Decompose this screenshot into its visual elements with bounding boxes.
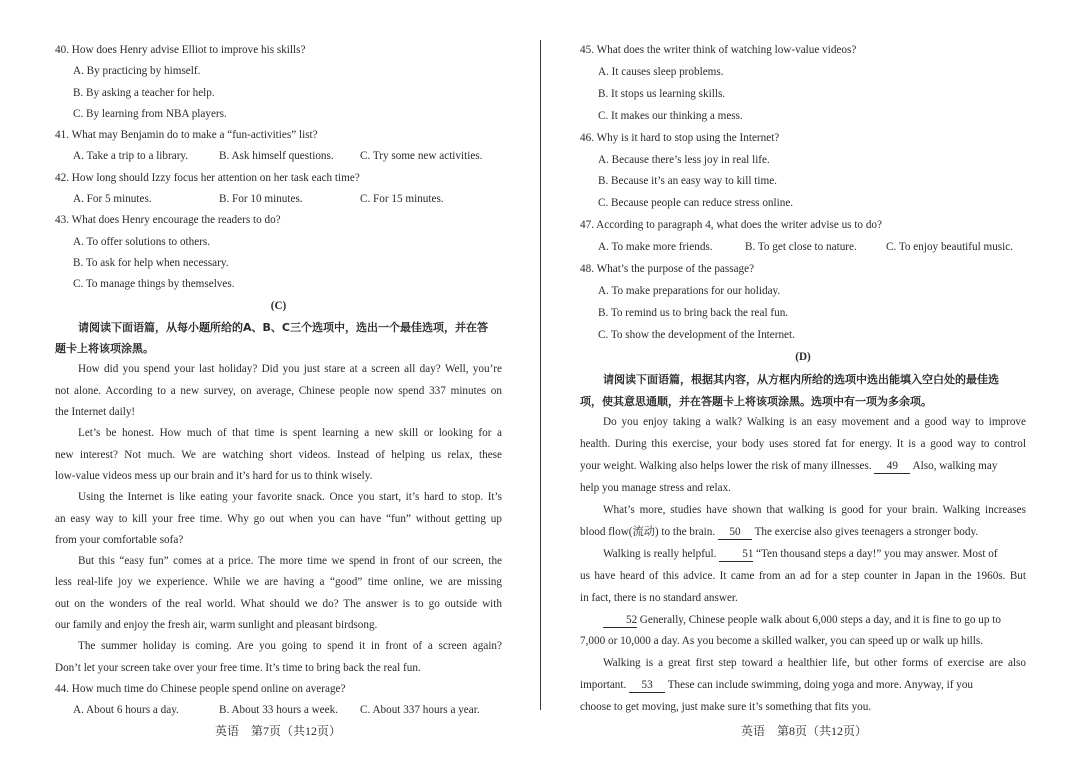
question-44: 44. How much time do Chinese people spend online on average?: [55, 682, 346, 695]
passage-c-p2-line: low-value videos mess up our brain and it’s hard for us to think wisely.: [55, 469, 373, 482]
option-47b: B. To get close to nature.: [745, 241, 857, 254]
option-45c: C. It makes our thinking a mess.: [598, 109, 743, 122]
passage-d-p1-line: health. During this exercise, your body uses stored fat for energy. It is a good way to control: [580, 438, 1026, 451]
question-46: 46. Why is it hard to stop using the Internet?: [580, 131, 780, 144]
question-40: 40. How does Henry advise Elliot to improve his skills?: [55, 44, 306, 56]
passage-c-p2-line: new interest? Not much. We are watching short videos. Instead of helping us relax, these: [55, 448, 502, 461]
right-column: [580, 40, 1026, 719]
options-44: [55, 700, 502, 721]
blank-50: 50: [718, 526, 752, 540]
option-40a: A. By practicing by himself.: [73, 65, 201, 78]
passage-d-p5-line: important. 53 These can include swimming, doing yoga and more. Anyway, if you: [580, 679, 974, 692]
passage-d-p1-line: Do you enjoy taking a walk? Walking is an easy movement and a good way to improve: [603, 416, 1026, 429]
option-41a: A. Take a trip to a library.: [73, 150, 189, 163]
question-42: 42. How long should Izzy focus her attention on her task each time?: [55, 171, 360, 184]
passage-c-p4-line: less real-life joy we experience. While we are having a “good” time online, we are missing: [55, 576, 502, 589]
passage-c-p1-line: the Internet daily!: [55, 406, 136, 419]
question-47: 47. According to paragraph 4, what does the writer advise us to do?: [580, 219, 882, 232]
blank-52: 52: [603, 614, 637, 628]
passage-c-p4-line: But this “easy fun” comes at a price. The more time we spend in front of our screen, the: [78, 555, 502, 568]
option-44b: B. About 33 hours a week.: [219, 704, 339, 717]
option-44c: C. About 337 hours a year.: [360, 704, 480, 717]
option-43a: A. To offer solutions to others.: [73, 235, 211, 248]
question-45: 45. What does the writer think of watching low-value videos?: [580, 44, 857, 56]
section-d-instructions-2: 项，使其意思通顺，并在答题卡上将该项涂黑。选项中有一项为多余项。: [580, 394, 932, 408]
column-divider: [540, 40, 541, 710]
question-43: 43. What does Henry encourage the readers to do?: [55, 214, 281, 227]
question-48: 48. What’s the purpose of the passage?: [580, 263, 755, 276]
question-41: 41. What may Benjamin do to make a “fun-activities” list?: [55, 129, 318, 142]
passage-d-p3-line: us have heard of this advice. It came from an ad for a step counter in Japan in the 1960s. But: [580, 569, 1026, 582]
passage-d-p3-line: Walking is really helpful. 51 “Ten thousand steps a day!” you may answer. Most of: [603, 547, 998, 560]
passage-d-p1-line: help you manage stress and relax.: [580, 482, 731, 495]
option-48b: B. To remind us to bring back the real fun.: [598, 306, 789, 319]
option-42b: B. For 10 minutes.: [219, 193, 303, 206]
option-40c: C. By learning from NBA players.: [73, 107, 227, 120]
passage-d-p2-line: What’s more, studies have shown that walking is good for your brain. Walking increases: [603, 504, 1026, 517]
options-47: [580, 237, 1026, 259]
passage-c-p4-line: out on the wonders of the real world. What should we do? The answer is to go outside with: [55, 597, 502, 610]
blank-49: 49: [874, 460, 910, 474]
option-41c: C. Try some new activities.: [360, 150, 483, 163]
passage-d-p4-line: 7,000 or 10,000 a day. As you become a skilled walker, you can speed up or walk up hills.: [580, 635, 984, 648]
option-41b: B. Ask himself questions.: [219, 150, 334, 163]
option-46b: B. Because it’s an easy way to kill time.: [598, 175, 777, 188]
section-c-instructions-1: 请阅读下面语篇，从每小题所给的A、B、C三个选项中，选出一个最佳选项，并在答: [78, 320, 488, 334]
section-d-title: (D): [795, 350, 811, 363]
option-48a: A. To make preparations for our holiday.: [598, 284, 781, 297]
passage-c-p4-line: our family and enjoy the fresh air, warm sunlight and pleasant birdsong.: [55, 619, 378, 632]
section-d-instructions-1: 请阅读下面语篇，根据其内容，从方框内所给的选项中选出能填入空白处的最佳选: [603, 372, 999, 386]
passage-c-p1-line: How did you spend your last holiday? Did you just stare at a screen all day? Well, you’re: [78, 363, 502, 376]
options-42: [55, 189, 502, 210]
passage-d-p5-line: choose to get moving, just make sure it’s something that fits you.: [580, 701, 872, 714]
passage-d-p3-line: in fact, there is no standard answer.: [580, 591, 738, 604]
option-48c: C. To show the development of the Internet.: [598, 328, 795, 341]
passage-d-p2-line: blood flow(流动) to the brain. 50 The exercise also gives teenagers a stronger body.: [580, 525, 979, 538]
passage-c-p1-line: not alone. According to a new survey, on average, Chinese people now spend 337 minutes on: [55, 384, 502, 397]
passage-d-p4-line: 52 Generally, Chinese people walk about 6,000 steps a day, and it is fine to go up to: [580, 610, 1026, 632]
option-42c: C. For 15 minutes.: [360, 193, 444, 206]
left-column: [55, 40, 502, 722]
option-42a: A. For 5 minutes.: [73, 193, 152, 206]
passage-c-p3-line: an easy way to kill your free time. Why go out when you can have “fun” without getting up: [55, 512, 502, 525]
option-43b: B. To ask for help when necessary.: [73, 256, 229, 269]
passage-c-p2-line: Let’s be honest. How much of that time is spent learning a new skill or looking for a: [78, 427, 502, 440]
section-c-instructions-2: 题卡上将该项涂黑。: [55, 342, 154, 356]
option-40b: B. By asking a teacher for help.: [73, 86, 215, 99]
option-47c: C. To enjoy beautiful music.: [886, 241, 1014, 254]
passage-c-p5-line: The summer holiday is coming. Are you going to spend it in front of a screen again?: [78, 640, 502, 653]
option-47a: A. To make more friends.: [598, 241, 713, 254]
passage-c-p5-line: Don’t let your screen take over your free time. It’s time to bring back the real fun.: [55, 661, 421, 674]
passage-d-p1-line: your weight. Walking also helps lower the risk of many illnesses. 49 Also, walking may: [580, 460, 998, 473]
options-41: [55, 146, 502, 167]
page-footer-right: 英语 第8页（共12页）: [741, 724, 868, 738]
blank-53: 53: [629, 679, 665, 693]
passage-c-p3-line: Using the Internet is like eating your favorite snack. Once you start, it’s hard to stop. It’s: [78, 491, 502, 504]
option-45a: A. It causes sleep problems.: [598, 65, 724, 78]
option-46c: C. Because people can reduce stress online.: [598, 197, 794, 210]
option-46a: A. Because there’s less joy in real life.: [598, 153, 770, 166]
page-footer-left: 英语 第7页（共12页）: [215, 724, 342, 738]
option-43c: C. To manage things by themselves.: [73, 278, 235, 291]
option-45b: B. It stops us learning skills.: [598, 87, 726, 100]
passage-c-p3-line: from your comfortable sofa?: [55, 533, 184, 546]
blank-51: 51: [719, 548, 753, 562]
section-c-title: (C): [270, 299, 287, 312]
passage-d-p5-line: Walking is a great first step toward a healthier life, but other forms of exercise are also: [603, 657, 1026, 670]
option-44a: A. About 6 hours a day.: [73, 704, 179, 717]
